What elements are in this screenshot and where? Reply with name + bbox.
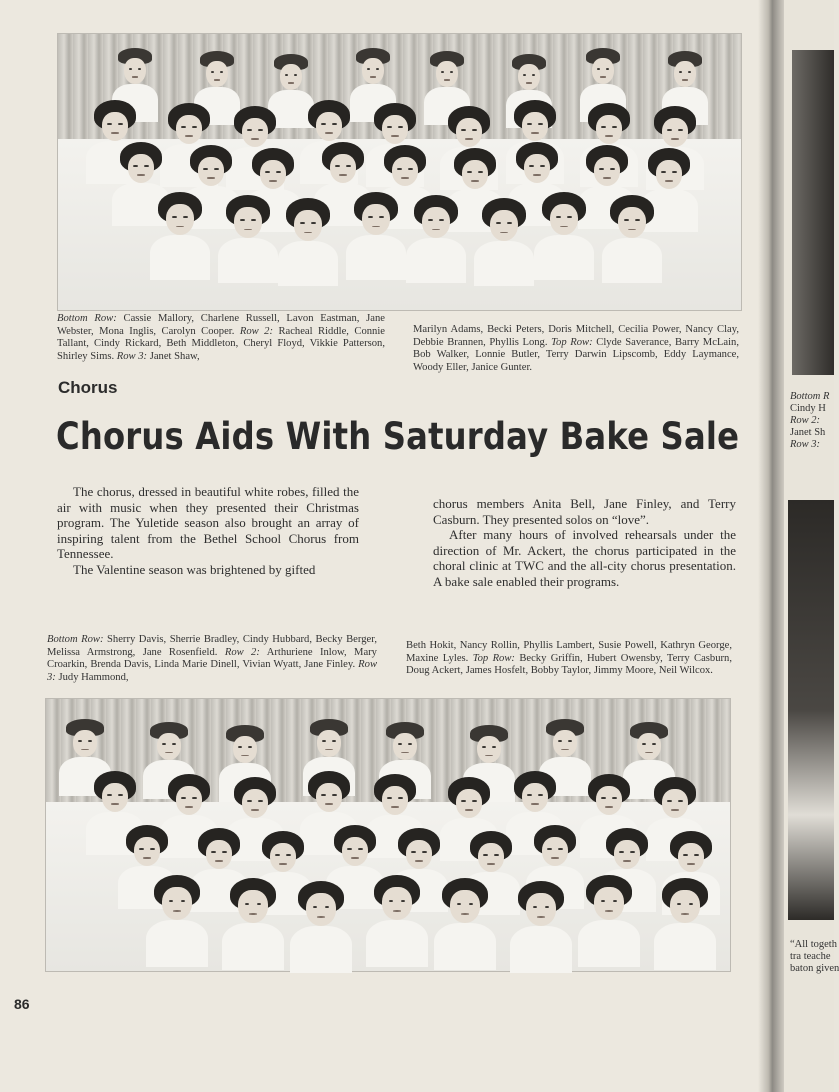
chorus-member-figure	[512, 54, 546, 96]
facing-photo-top	[792, 50, 834, 375]
body-column-right	[433, 496, 736, 589]
chorus-member-figure	[274, 54, 308, 96]
chorus-member-figure	[226, 725, 264, 769]
body-paragraph: The Valentine season was brightened by gifted	[73, 561, 316, 577]
chorus-member-figure	[168, 103, 210, 151]
chorus-member-figure	[200, 51, 234, 93]
chorus-member-figure	[518, 881, 564, 933]
chorus-member-figure	[252, 148, 294, 196]
headline: Chorus Aids With Saturday Bake Sale	[56, 414, 740, 458]
chorus-member-figure	[588, 103, 630, 151]
chorus-member-figure	[354, 192, 398, 242]
chorus-member-figure	[334, 825, 376, 873]
body-paragraph: The chorus, dressed in beautiful white robes, filled the air with music when they presented their Christmas program. The Yuletide season also brought an array of inspiring talent from the Bethel School Chorus from Tennessee.	[57, 484, 359, 561]
chorus-photo-top	[57, 33, 742, 311]
facing-page	[784, 0, 839, 1092]
chorus-member-figure	[356, 48, 390, 90]
chorus-member-figure	[470, 831, 512, 879]
chorus-member-figure	[442, 878, 488, 930]
chorus-member-figure	[374, 875, 420, 927]
page-number: 86	[14, 996, 30, 1012]
book-gutter	[758, 0, 784, 1092]
facing-caption-line: Cindy H	[790, 403, 826, 414]
facing-quote-line: tra teache	[790, 951, 831, 962]
chorus-member-figure	[534, 825, 576, 873]
chorus-member-figure	[322, 142, 364, 190]
chorus-member-figure	[414, 195, 458, 245]
chorus-member-figure	[542, 192, 586, 242]
chorus-member-figure	[482, 198, 526, 248]
facing-caption-line: Row 2:	[790, 415, 821, 426]
chorus-member-figure	[262, 831, 304, 879]
chorus-member-figure	[190, 145, 232, 193]
chorus-member-figure	[158, 192, 202, 242]
caption-bottom-right: Beth Hokit, Nancy Rollin, Phyllis Lambert, Susie Powell, Kathryn George, Maxine Lyles. Top Row: Becky Griffin, Hubert Owensby, Terry Casburn, Doug Ackert, James Hosfelt, Bobby Taylor, Jimmy Moore, Neil Wilcox.	[406, 640, 732, 677]
chorus-member-figure	[298, 881, 344, 933]
chorus-member-figure	[234, 106, 276, 154]
chorus-member-figure	[94, 100, 136, 148]
caption-bottom-left: Bottom Row: Sherry Davis, Sherrie Bradley, Cindy Hubbard, Becky Berger, Melissa Armstrong, Jane Rosenfield. Row 2: Arthuriene Inlow, Mary Croarkin, Brenda Davis, Linda Marie Dinell, Vivian Wyatt, Jane Finley. Row 3: Judy Hammond,	[47, 634, 378, 683]
chorus-member-figure	[654, 106, 696, 154]
chorus-member-figure	[630, 722, 668, 766]
chorus-member-figure	[546, 719, 584, 763]
chorus-member-figure	[230, 878, 276, 930]
chorus-member-figure	[668, 51, 702, 93]
facing-caption-line: Bottom R	[790, 391, 830, 402]
caption-top-left: Bottom Row: Cassie Mallory, Charlene Russell, Lavon Eastman, Jane Webster, Mona Inglis, Carolyn Cooper. Row 2: Racheal Riddle, Connie Tallant, Cindy Rickard, Beth Middleton, Cheryl Floyd, Vikkie Patterson, Shirley Sims. Row 3: Janet Shaw,	[57, 313, 385, 362]
chorus-photo-bottom	[45, 698, 731, 972]
chorus-member-figure	[448, 777, 490, 825]
chorus-member-figure	[374, 774, 416, 822]
chorus-member-figure	[654, 777, 696, 825]
chorus-member-figure	[126, 825, 168, 873]
chorus-member-figure	[154, 875, 200, 927]
chorus-member-figure	[448, 106, 490, 154]
chorus-member-figure	[588, 774, 630, 822]
body-paragraph: chorus members Anita Bell, Jane Finley, and Terry Casburn. They presented solos on “love”.	[433, 496, 736, 527]
caption-top-right: Marilyn Adams, Becki Peters, Doris Mitchell, Cecilia Power, Nancy Clay, Debbie Brannen, Phyllis Long. Top Row: Clyde Saverance, Barry McLain, Bob Walker, Lonnie Butler, Terry Darwin Lipscomb, Eddy Laymance, Woody Eller, Janice Gunter.	[413, 324, 739, 373]
facing-quote-line: “All togeth	[790, 939, 837, 950]
chorus-member-figure	[662, 878, 708, 930]
chorus-member-figure	[610, 195, 654, 245]
chorus-member-figure	[226, 195, 270, 245]
section-label: Chorus	[58, 378, 118, 397]
chorus-member-figure	[516, 142, 558, 190]
chorus-member-figure	[150, 722, 188, 766]
chorus-member-figure	[308, 771, 350, 819]
chorus-member-figure	[514, 100, 556, 148]
chorus-member-figure	[454, 148, 496, 196]
chorus-member-figure	[198, 828, 240, 876]
chorus-member-figure	[384, 145, 426, 193]
body-column-left	[57, 484, 359, 577]
chorus-member-figure	[310, 719, 348, 763]
chorus-member-figure	[670, 831, 712, 879]
chorus-member-figure	[514, 771, 556, 819]
body-paragraph: After many hours of involved rehearsals under the direction of Mr. Ackert, the chorus participated in the choral clinic at TWC and the all-city chorus presentation. A bake sale enabled their programs.	[433, 527, 736, 589]
chorus-member-figure	[94, 771, 136, 819]
chorus-member-figure	[66, 719, 104, 763]
chorus-member-figure	[606, 828, 648, 876]
chorus-member-figure	[308, 100, 350, 148]
chorus-member-figure	[470, 725, 508, 769]
chorus-member-figure	[648, 148, 690, 196]
chorus-member-figure	[374, 103, 416, 151]
chorus-member-figure	[286, 198, 330, 248]
facing-caption-line: Row 3:	[790, 439, 821, 450]
chorus-member-figure	[168, 774, 210, 822]
chorus-member-figure	[234, 777, 276, 825]
facing-caption-line: Janet Sh	[790, 427, 826, 438]
chorus-member-figure	[398, 828, 440, 876]
chorus-member-figure	[118, 48, 152, 90]
chorus-member-figure	[586, 875, 632, 927]
chorus-member-figure	[586, 48, 620, 90]
chorus-member-figure	[430, 51, 464, 93]
chorus-member-figure	[386, 722, 424, 766]
chorus-member-figure	[120, 142, 162, 190]
facing-photo-bottom	[788, 500, 834, 920]
chorus-member-figure	[586, 145, 628, 193]
facing-quote-line: baton given	[790, 963, 839, 974]
